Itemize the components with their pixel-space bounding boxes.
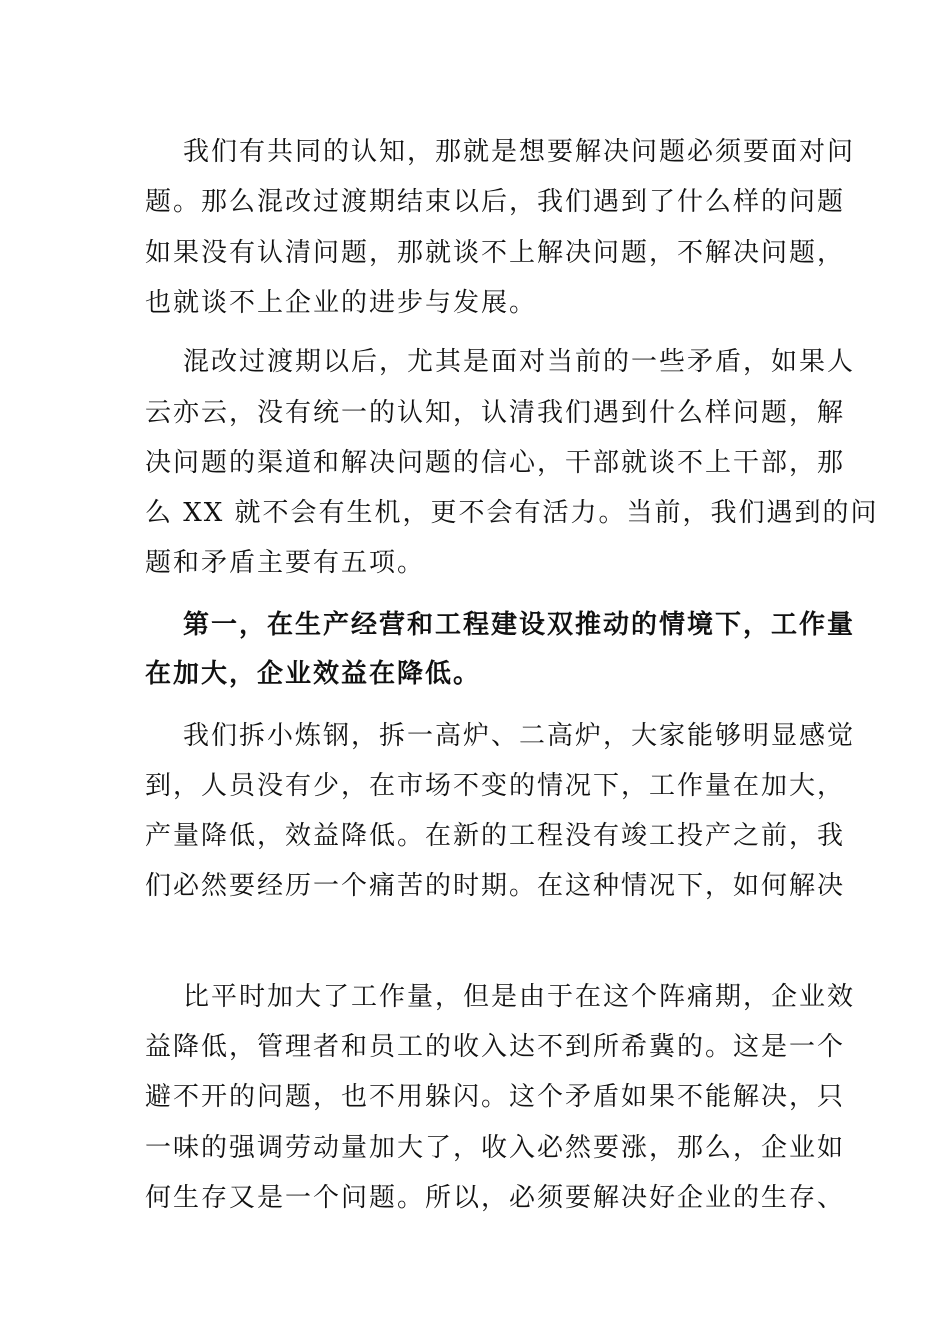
text-line: 决问题的渠道和解决问题的信心，干部就谈不上干部，那 <box>145 448 846 478</box>
text-line: 益降低，管理者和员工的收入达不到所希冀的。这是一个 <box>145 1032 846 1062</box>
text-line: 们必然要经历一个痛苦的时期。在这种情况下，如何解决 <box>145 871 846 901</box>
text-line: 么 XX 就不会有生机，更不会有活力。当前，我们遇到的问 <box>145 498 879 528</box>
text-line: 产量降低，效益降低。在新的工程没有竣工投产之前，我 <box>145 821 846 851</box>
text-line: 题。那么混改过渡期结束以后，我们遇到了什么样的问题 <box>145 187 846 217</box>
text-line: 云亦云，没有统一的认知，认清我们遇到什么样问题，解 <box>145 398 846 428</box>
text-line: 比平时加大了工作量，但是由于在这个阵痛期，企业效 <box>183 982 856 1012</box>
heading-line: 在加大，企业效益在降低。 <box>145 659 482 689</box>
text-line: 我们有共同的认知，那就是想要解决问题必须要面对问 <box>183 137 856 167</box>
text-line: 我们拆小炼钢，拆一高炉、二高炉，大家能够明显感觉 <box>183 721 856 751</box>
text-line: 如果没有认清问题，那就谈不上解决问题，不解决问题， <box>145 238 846 268</box>
text-line: 到，人员没有少，在市场不变的情况下，工作量在加大， <box>145 771 846 801</box>
text-line: 何生存又是一个问题。所以，必须要解决好企业的生存、 <box>145 1183 846 1213</box>
text-line: 一味的强调劳动量加大了，收入必然要涨，那么，企业如 <box>145 1133 846 1163</box>
text-line: 混改过渡期以后，尤其是面对当前的一些矛盾，如果人 <box>183 347 856 377</box>
heading-line: 第一，在生产经营和工程建设双推动的情境下，工作量 <box>183 610 856 640</box>
text-line: 题和矛盾主要有五项。 <box>145 548 426 578</box>
text-line: 避不开的问题，也不用躲闪。这个矛盾如果不能解决，只 <box>145 1082 846 1112</box>
text-line: 也就谈不上企业的进步与发展。 <box>145 288 538 318</box>
